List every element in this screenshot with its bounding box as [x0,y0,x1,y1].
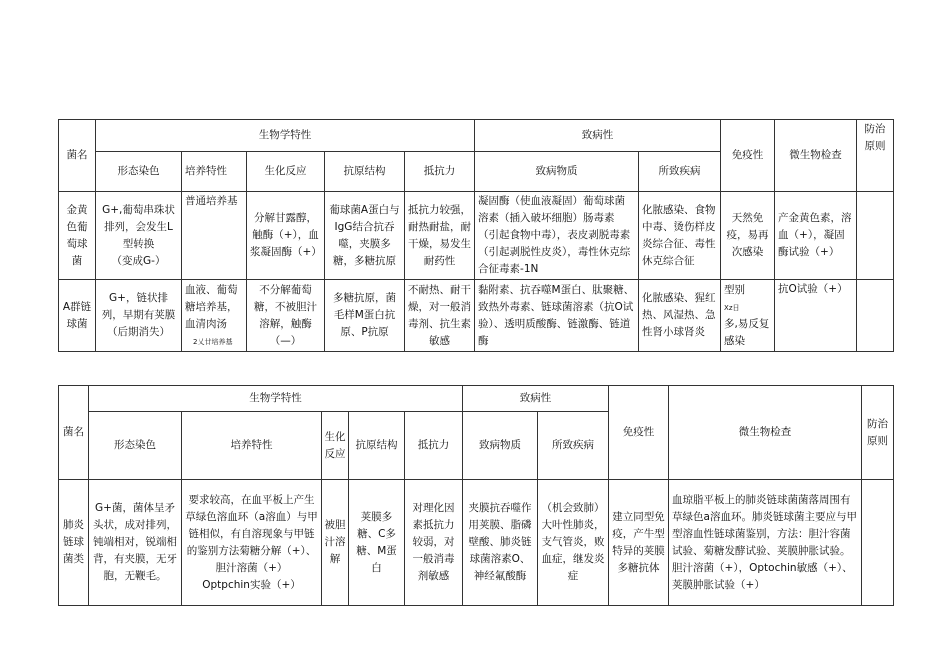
cell-factors: 夹膜抗吞噬作用荚膜、脂磷壁酸、肺炎链球菌溶素O、神经氟酸酶 [463,480,538,606]
immunity-text-b: 多,易反复感染 [724,317,770,347]
header-antigen: 抗原结构 [325,152,405,192]
cell-immunity [721,280,775,352]
cell-disease: 化脓感染、食物中毒、烫伤样皮炎综合征、毒性休克综合征 [639,192,721,280]
header-factors: 致病物质 [463,412,538,480]
header-resist: 抵抗力 [405,412,463,480]
cell-morph: G+，链状排列，早期有荚膜（后期消失） [96,280,182,352]
table-row [59,280,894,352]
header-culture: 培养特性 [182,412,322,480]
cell-prevention [857,280,894,352]
header-disease: 所致疾病 [538,412,609,480]
header-micro: 微生物检查 [669,386,862,480]
cell-prevention [862,480,894,606]
header-morph: 形态染色 [96,152,182,192]
header-bio: 生物学特性 [96,120,475,152]
header-name: 菌名 [59,120,96,192]
table-row [59,480,894,606]
header-immunity: 免疫性 [609,386,669,480]
cell-morph: G+菌，菌体呈矛头状，成对排列，钝端相对，锐端相背，有夹膜，无牙胞，无鞭毛。 [89,480,182,606]
immunity-text-a: 型别 [724,283,746,296]
header-biochem: 生化反应 [247,152,325,192]
cell-culture: 普通培养基 [182,192,247,280]
cell-resist: 不耐热、耐干燥，对一般消毒剂、抗生素敏感 [405,280,475,352]
cell-micro: 抗O试验（+） [775,280,857,352]
header-immunity: 免疫性 [721,120,775,192]
immunity-note: Xz日 [724,303,740,312]
cell-immunity: 天然免疫，易再次感染 [721,192,775,280]
cell-micro: 产金黄色素，溶血（+），凝固酶试验（+） [775,192,857,280]
culture-note: 2乂廿培养基 [193,337,233,346]
header-path: 致病性 [475,120,721,152]
cell-antigen: 荚膜多糖、C多糖、M蛋白 [349,480,405,606]
header-antigen: 抗原结构 [349,412,405,480]
cell-resist: 抵抗力较强，耐热耐盐，耐干燥，易发生耐药性 [405,192,475,280]
header-bio: 生物学特性 [89,386,463,412]
cell-name: 金黄色葡萄球菌 [59,192,96,280]
table-row [59,192,894,280]
header-morph: 形态染色 [89,412,182,480]
header-resist: 抵抗力 [405,152,475,192]
cell-antigen: 多糖抗原，菌毛样M蛋白抗原、P抗原 [325,280,405,352]
header-path: 致病性 [463,386,609,412]
cell-biochem: 分解甘露醇，触酶（+），血浆凝固酶（+） [247,192,325,280]
header-culture: 培养特性 [182,152,247,192]
header-factors: 致病物质 [475,152,639,192]
cell-immunity: 建立同型免疫，产牛型特异的荚膜多糖抗体 [609,480,669,606]
cell-name: A群链球菌 [59,280,96,352]
cell-prevention [857,192,894,280]
cell-antigen: 葡球菌A蛋白与IgG结合抗吞噬，夹膜多糖，多糖抗原 [325,192,405,280]
header-micro: 微生物检查 [775,120,857,192]
bacteria-table-1 [58,119,894,352]
cell-biochem: 被胆汁溶解 [322,480,349,606]
cell-biochem: 不分解葡萄糖，不被胆汁溶解，触酶 （—） [247,280,325,352]
header-name: 菌名 [59,386,89,480]
cell-culture [182,280,247,352]
cell-disease: （机会致肺）大叶性肺炎，支气管炎，败血症，继发炎症 [538,480,609,606]
header-prevention: 防治原则 [862,386,894,480]
cell-micro: 血琼脂平板上的肺炎链球菌菌落周围有草绿色a溶血环。肺炎链球菌主要应与甲型溶血性链球菌鉴别，方法：胆汁容菌试验、菊糖发酵试验、荚膜肿胀试验。胆汁溶菌（+），Optochin敏感（+）、荚膜肿胀试验（+） [669,480,862,606]
cell-factors: 黏附素、抗吞噬M蛋白、肽聚糖、致热外毒素、链球菌溶素（抗O试验）、透明质酸酶、链激酶、链道酶 [475,280,639,352]
cell-name: 肺炎链球菌类 [59,480,89,606]
cell-culture: 要求较高，在血平板上产生草绿色溶血环（a溶血）与甲链相似，有自溶现象与甲链的鉴别方法菊糖分解（+）、胆汁溶菌（+） Optpchin实验（+） [182,480,322,606]
cell-disease: 化脓感染、猩红热、风湿热、急性肾小球肾炎 [639,280,721,352]
header-prevention: 防治原则 [857,120,894,192]
header-biochem: 生化反应 [322,412,349,480]
header-disease: 所致疾病 [639,152,721,192]
culture-text: 血液、葡萄糖培养基，血清肉汤 [185,283,238,330]
cell-resist: 对理化因素抵抗力较弱，对一般消毒剂敏感 [405,480,463,606]
bacteria-table-2 [58,385,894,606]
cell-factors: 凝固酶（使血液凝固）葡萄球菌溶素（插入破坏细胞）肠毒素（引起食物中毒），表皮剥脱毒素（引起剥脱性皮炎），毒性休克综合征毒素-1N [475,192,639,280]
cell-morph: G+,葡萄串珠状排列，会发生L型转换 （变成G-） [96,192,182,280]
